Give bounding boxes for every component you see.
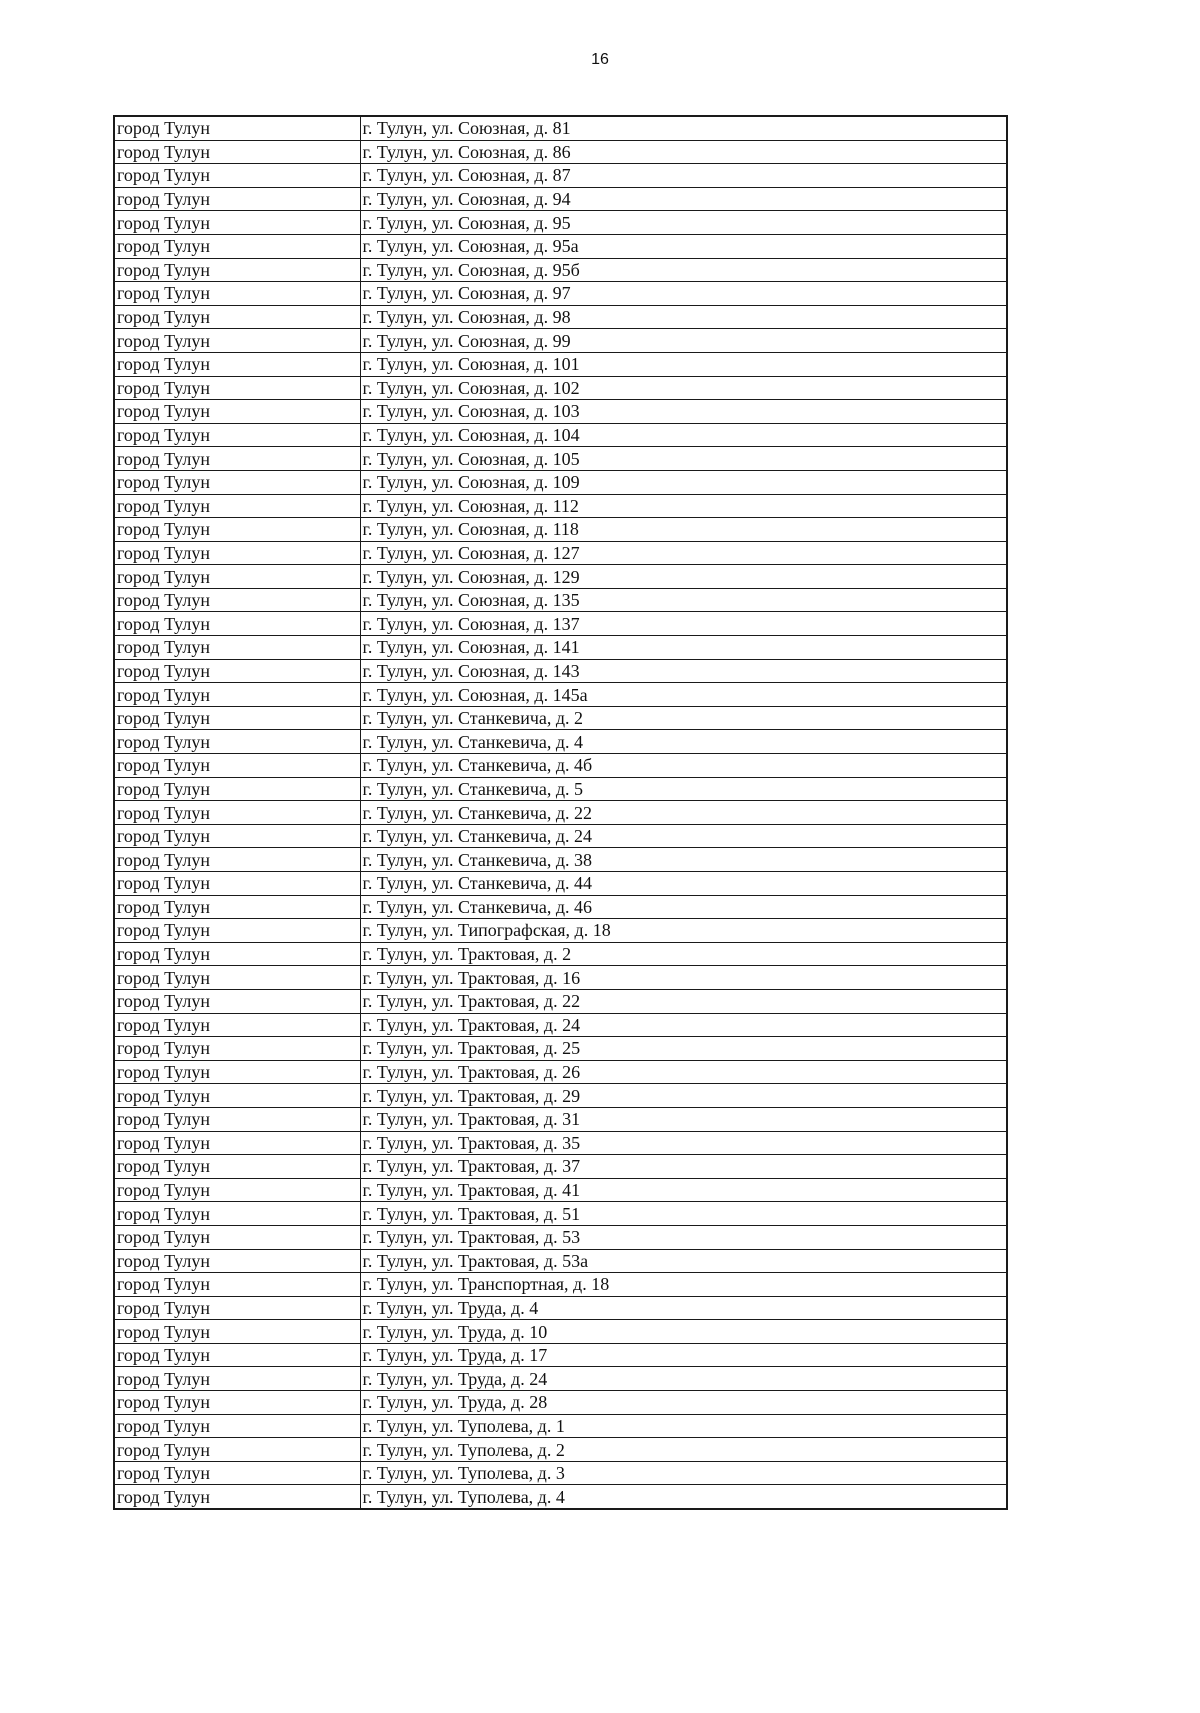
address-cell: г. Тулун, ул. Станкевича, д. 46 — [360, 895, 1007, 919]
table-row — [114, 164, 1007, 188]
address-cell: г. Тулун, ул. Транспортная, д. 18 — [360, 1273, 1007, 1297]
table-row — [114, 258, 1007, 282]
table-row — [114, 1296, 1007, 1320]
locality-cell: город Тулун — [114, 164, 360, 188]
table-row — [114, 895, 1007, 919]
table-row — [114, 234, 1007, 258]
locality-cell: город Тулун — [114, 754, 360, 778]
locality-cell: город Тулун — [114, 1296, 360, 1320]
table-row — [114, 470, 1007, 494]
address-cell: г. Тулун, ул. Туполева, д. 3 — [360, 1461, 1007, 1485]
address-cell: г. Тулун, ул. Станкевича, д. 4 — [360, 730, 1007, 754]
locality-cell: город Тулун — [114, 1107, 360, 1131]
address-cell: г. Тулун, ул. Союзная, д. 97 — [360, 282, 1007, 306]
locality-cell: город Тулун — [114, 234, 360, 258]
locality-cell: город Тулун — [114, 966, 360, 990]
locality-cell: город Тулун — [114, 305, 360, 329]
locality-cell: город Тулун — [114, 1249, 360, 1273]
table-row — [114, 706, 1007, 730]
table-row — [114, 777, 1007, 801]
address-cell: г. Тулун, ул. Трактовая, д. 37 — [360, 1155, 1007, 1179]
address-table — [113, 115, 1008, 1510]
table-row — [114, 541, 1007, 565]
table-row — [114, 1178, 1007, 1202]
address-cell: г. Тулун, ул. Станкевича, д. 5 — [360, 777, 1007, 801]
table-row — [114, 1084, 1007, 1108]
locality-cell: город Тулун — [114, 1155, 360, 1179]
locality-cell: город Тулун — [114, 872, 360, 896]
address-cell: г. Тулун, ул. Союзная, д. 86 — [360, 140, 1007, 164]
address-cell: г. Тулун, ул. Станкевича, д. 2 — [360, 706, 1007, 730]
locality-cell: город Тулун — [114, 400, 360, 424]
address-cell: г. Тулун, ул. Союзная, д. 94 — [360, 187, 1007, 211]
locality-cell: город Тулун — [114, 1367, 360, 1391]
address-cell: г. Тулун, ул. Союзная, д. 101 — [360, 352, 1007, 376]
locality-cell: город Тулун — [114, 1485, 360, 1509]
address-cell: г. Тулун, ул. Союзная, д. 87 — [360, 164, 1007, 188]
table-row — [114, 423, 1007, 447]
table-row — [114, 1107, 1007, 1131]
table-row — [114, 1343, 1007, 1367]
table-row — [114, 919, 1007, 943]
locality-cell: город Тулун — [114, 1461, 360, 1485]
locality-cell: город Тулун — [114, 518, 360, 542]
address-cell: г. Тулун, ул. Труда, д. 17 — [360, 1343, 1007, 1367]
table-row — [114, 187, 1007, 211]
address-cell: г. Тулун, ул. Союзная, д. 127 — [360, 541, 1007, 565]
table-row — [114, 1131, 1007, 1155]
address-cell: г. Тулун, ул. Трактовая, д. 53а — [360, 1249, 1007, 1273]
table-row — [114, 1249, 1007, 1273]
address-cell: г. Тулун, ул. Туполева, д. 1 — [360, 1414, 1007, 1438]
address-cell: г. Тулун, ул. Союзная, д. 118 — [360, 518, 1007, 542]
address-cell: г. Тулун, ул. Труда, д. 4 — [360, 1296, 1007, 1320]
table-row — [114, 140, 1007, 164]
locality-cell: город Тулун — [114, 1084, 360, 1108]
address-cell: г. Тулун, ул. Трактовая, д. 26 — [360, 1060, 1007, 1084]
table-row — [114, 1485, 1007, 1509]
table-row — [114, 211, 1007, 235]
table-row — [114, 872, 1007, 896]
address-cell: г. Тулун, ул. Трактовая, д. 29 — [360, 1084, 1007, 1108]
locality-cell: город Тулун — [114, 494, 360, 518]
locality-cell: город Тулун — [114, 1178, 360, 1202]
locality-cell: город Тулун — [114, 1060, 360, 1084]
locality-cell: город Тулун — [114, 636, 360, 660]
address-cell: г. Тулун, ул. Трактовая, д. 22 — [360, 989, 1007, 1013]
locality-cell: город Тулун — [114, 706, 360, 730]
locality-cell: город Тулун — [114, 447, 360, 471]
address-cell: г. Тулун, ул. Союзная, д. 95б — [360, 258, 1007, 282]
table-row — [114, 636, 1007, 660]
locality-cell: город Тулун — [114, 919, 360, 943]
table-row — [114, 754, 1007, 778]
address-cell: г. Тулун, ул. Союзная, д. 141 — [360, 636, 1007, 660]
locality-cell: город Тулун — [114, 848, 360, 872]
address-cell: г. Тулун, ул. Союзная, д. 135 — [360, 588, 1007, 612]
table-row — [114, 1273, 1007, 1297]
table-row — [114, 966, 1007, 990]
address-cell: г. Тулун, ул. Труда, д. 10 — [360, 1320, 1007, 1344]
locality-cell: город Тулун — [114, 541, 360, 565]
table-row — [114, 1155, 1007, 1179]
table-row — [114, 1461, 1007, 1485]
address-cell: г. Тулун, ул. Труда, д. 28 — [360, 1391, 1007, 1415]
table-row — [114, 116, 1007, 140]
address-cell: г. Тулун, ул. Союзная, д. 81 — [360, 116, 1007, 140]
locality-cell: город Тулун — [114, 376, 360, 400]
locality-cell: город Тулун — [114, 683, 360, 707]
locality-cell: город Тулун — [114, 730, 360, 754]
locality-cell: город Тулун — [114, 1273, 360, 1297]
address-cell: г. Тулун, ул. Союзная, д. 95а — [360, 234, 1007, 258]
address-cell: г. Тулун, ул. Трактовая, д. 41 — [360, 1178, 1007, 1202]
table-row — [114, 989, 1007, 1013]
locality-cell: город Тулун — [114, 1013, 360, 1037]
table-row — [114, 1438, 1007, 1462]
address-cell: г. Тулун, ул. Союзная, д. 109 — [360, 470, 1007, 494]
address-cell: г. Тулун, ул. Станкевича, д. 38 — [360, 848, 1007, 872]
locality-cell: город Тулун — [114, 1343, 360, 1367]
address-cell: г. Тулун, ул. Трактовая, д. 53 — [360, 1225, 1007, 1249]
table-row — [114, 1060, 1007, 1084]
address-cell: г. Тулун, ул. Трактовая, д. 24 — [360, 1013, 1007, 1037]
table-row — [114, 588, 1007, 612]
address-cell: г. Тулун, ул. Трактовая, д. 31 — [360, 1107, 1007, 1131]
table-row — [114, 1414, 1007, 1438]
table-row — [114, 1013, 1007, 1037]
table-row — [114, 518, 1007, 542]
locality-cell: город Тулун — [114, 352, 360, 376]
address-cell: г. Тулун, ул. Союзная, д. 137 — [360, 612, 1007, 636]
locality-cell: город Тулун — [114, 1202, 360, 1226]
locality-cell: город Тулун — [114, 1225, 360, 1249]
address-cell: г. Тулун, ул. Союзная, д. 98 — [360, 305, 1007, 329]
table-row — [114, 1391, 1007, 1415]
locality-cell: город Тулун — [114, 211, 360, 235]
table-row — [114, 1202, 1007, 1226]
locality-cell: город Тулун — [114, 282, 360, 306]
table-row — [114, 1037, 1007, 1061]
page-number: 16 — [591, 51, 609, 68]
table-row — [114, 282, 1007, 306]
address-cell: г. Тулун, ул. Союзная, д. 112 — [360, 494, 1007, 518]
locality-cell: город Тулун — [114, 1320, 360, 1344]
locality-cell: город Тулун — [114, 824, 360, 848]
locality-cell: город Тулун — [114, 588, 360, 612]
locality-cell: город Тулун — [114, 1131, 360, 1155]
address-cell: г. Тулун, ул. Союзная, д. 104 — [360, 423, 1007, 447]
table-row — [114, 329, 1007, 353]
locality-cell: город Тулун — [114, 470, 360, 494]
table-row — [114, 565, 1007, 589]
table-row — [114, 824, 1007, 848]
address-cell: г. Тулун, ул. Трактовая, д. 25 — [360, 1037, 1007, 1061]
locality-cell: город Тулун — [114, 329, 360, 353]
locality-cell: город Тулун — [114, 942, 360, 966]
address-cell: г. Тулун, ул. Союзная, д. 105 — [360, 447, 1007, 471]
address-cell: г. Тулун, ул. Союзная, д. 129 — [360, 565, 1007, 589]
locality-cell: город Тулун — [114, 258, 360, 282]
table-row — [114, 659, 1007, 683]
address-cell: г. Тулун, ул. Трактовая, д. 16 — [360, 966, 1007, 990]
table-row — [114, 848, 1007, 872]
locality-cell: город Тулун — [114, 1414, 360, 1438]
address-cell: г. Тулун, ул. Союзная, д. 99 — [360, 329, 1007, 353]
locality-cell: город Тулун — [114, 801, 360, 825]
address-cell: г. Тулун, ул. Союзная, д. 95 — [360, 211, 1007, 235]
address-cell: г. Тулун, ул. Типографская, д. 18 — [360, 919, 1007, 943]
table-row — [114, 352, 1007, 376]
locality-cell: город Тулун — [114, 1037, 360, 1061]
address-cell: г. Тулун, ул. Трактовая, д. 51 — [360, 1202, 1007, 1226]
address-cell: г. Тулун, ул. Трактовая, д. 35 — [360, 1131, 1007, 1155]
table-row — [114, 305, 1007, 329]
address-table-body — [114, 116, 1007, 1509]
table-row — [114, 1367, 1007, 1391]
locality-cell: город Тулун — [114, 187, 360, 211]
address-cell: г. Тулун, ул. Туполева, д. 2 — [360, 1438, 1007, 1462]
address-cell: г. Тулун, ул. Станкевича, д. 44 — [360, 872, 1007, 896]
locality-cell: город Тулун — [114, 1391, 360, 1415]
address-cell: г. Тулун, ул. Труда, д. 24 — [360, 1367, 1007, 1391]
address-cell: г. Тулун, ул. Туполева, д. 4 — [360, 1485, 1007, 1509]
address-cell: г. Тулун, ул. Союзная, д. 145а — [360, 683, 1007, 707]
locality-cell: город Тулун — [114, 659, 360, 683]
table-row — [114, 494, 1007, 518]
table-row — [114, 376, 1007, 400]
table-row — [114, 1225, 1007, 1249]
address-cell: г. Тулун, ул. Станкевича, д. 4б — [360, 754, 1007, 778]
table-row — [114, 1320, 1007, 1344]
table-row — [114, 683, 1007, 707]
locality-cell: город Тулун — [114, 1438, 360, 1462]
table-row — [114, 801, 1007, 825]
table-row — [114, 400, 1007, 424]
address-cell: г. Тулун, ул. Станкевича, д. 24 — [360, 824, 1007, 848]
locality-cell: город Тулун — [114, 116, 360, 140]
address-cell: г. Тулун, ул. Станкевича, д. 22 — [360, 801, 1007, 825]
locality-cell: город Тулун — [114, 895, 360, 919]
address-cell: г. Тулун, ул. Союзная, д. 102 — [360, 376, 1007, 400]
table-row — [114, 447, 1007, 471]
locality-cell: город Тулун — [114, 777, 360, 801]
locality-cell: город Тулун — [114, 989, 360, 1013]
address-cell: г. Тулун, ул. Союзная, д. 103 — [360, 400, 1007, 424]
table-row — [114, 612, 1007, 636]
locality-cell: город Тулун — [114, 565, 360, 589]
locality-cell: город Тулун — [114, 140, 360, 164]
address-cell: г. Тулун, ул. Союзная, д. 143 — [360, 659, 1007, 683]
table-row — [114, 942, 1007, 966]
address-cell: г. Тулун, ул. Трактовая, д. 2 — [360, 942, 1007, 966]
locality-cell: город Тулун — [114, 612, 360, 636]
locality-cell: город Тулун — [114, 423, 360, 447]
table-row — [114, 730, 1007, 754]
